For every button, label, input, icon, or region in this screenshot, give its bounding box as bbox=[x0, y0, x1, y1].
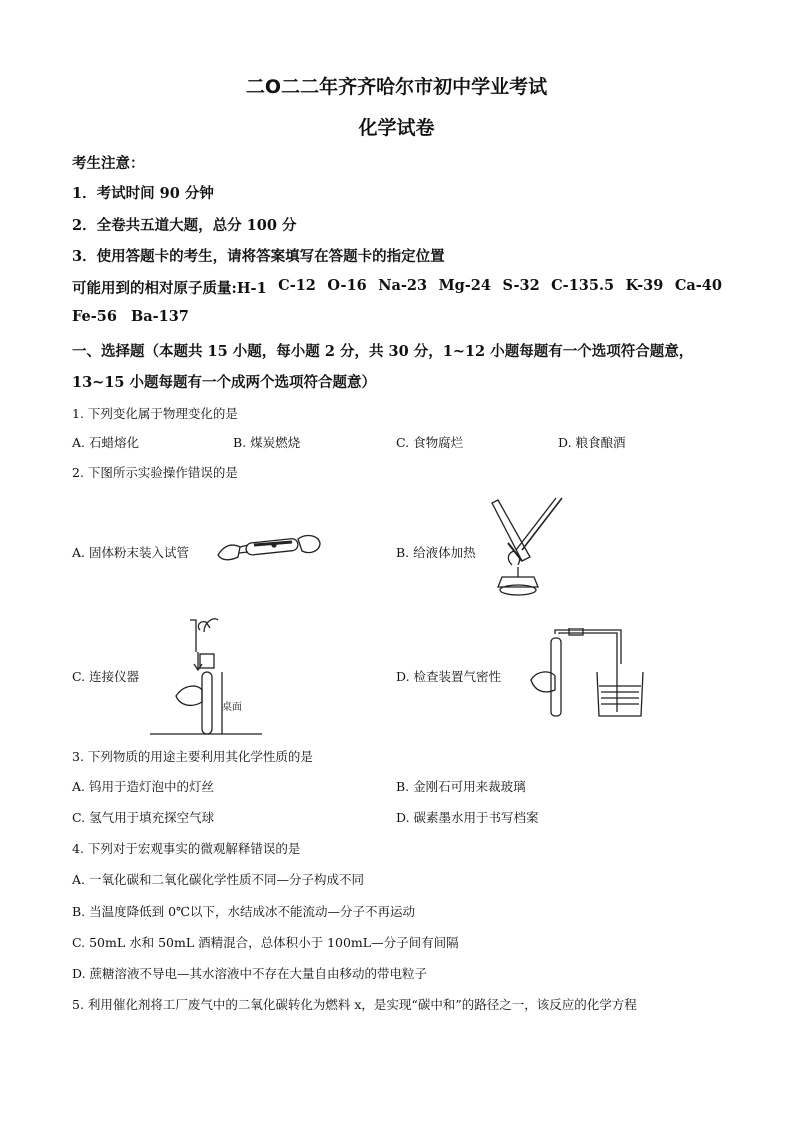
question-stem: 2. 下图所示实验操作错误的是 bbox=[72, 465, 238, 480]
atomic-mass-line bbox=[72, 277, 722, 298]
atomic-mass-line2 bbox=[72, 308, 189, 325]
question-stem: 3. 下列物质的用途主要利用其化学性质的是 bbox=[72, 749, 313, 764]
option: D. 蔗糖溶液不导电—其水溶液中不存在大量自由移动的带电粒子 bbox=[72, 966, 428, 981]
option: C. 50mL 水和 50mL 酒精混合，总体积小于 100mL—分子间有间隔 bbox=[72, 935, 459, 950]
option: C. 连接仪器 bbox=[72, 669, 140, 684]
option: A. 钨用于造灯泡中的灯丝 bbox=[72, 779, 214, 794]
section-heading: 13~15 小题每题有一个成两个选项符合题意） bbox=[72, 374, 377, 391]
option: D. 粮食酿酒 bbox=[558, 435, 626, 450]
atomic-mass-item: S-32 bbox=[502, 277, 540, 294]
connecting-instruments-figure bbox=[150, 612, 275, 737]
option: B. 当温度降低到 0℃以下，水结成冰不能流动—分子不再运动 bbox=[72, 904, 416, 919]
atomic-mass-item: C-135.5 bbox=[551, 277, 615, 294]
atomic-mass-item: K-39 bbox=[625, 277, 664, 294]
option: C. 食物腐烂 bbox=[396, 435, 464, 450]
notice-heading: 考生注意： bbox=[72, 155, 145, 172]
atomic-mass-label: 可能用到的相对原子质量: bbox=[72, 280, 237, 297]
airtightness-check-figure bbox=[525, 628, 650, 720]
notice-item: 3．使用答题卡的考生，请将答案填写在答题卡的指定位置 bbox=[72, 248, 445, 265]
option: A. 一氧化碳和二氧化碳化学性质不同—分子构成不同 bbox=[72, 872, 364, 887]
question-stem: 4. 下列对于宏观事实的微观解释错误的是 bbox=[72, 841, 301, 856]
heating-liquid-figure bbox=[478, 495, 568, 600]
notice-item: 1．考试时间 90 分钟 bbox=[72, 185, 214, 202]
powder-into-tube-figure bbox=[210, 525, 325, 570]
atomic-mass-item: Na-23 bbox=[378, 277, 428, 294]
atomic-mass-item: Ba-137 bbox=[130, 308, 189, 325]
atomic-mass-item: Fe-56 bbox=[72, 308, 117, 325]
exam-title: 二O二二年齐齐哈尔市初中学业考试 bbox=[245, 76, 548, 98]
option: B. 给液体加热 bbox=[396, 545, 476, 560]
question-stem: 1. 下列变化属于物理变化的是 bbox=[72, 406, 238, 421]
question-stem: 5. 利用催化剂将工厂废气中的二氧化碳转化为燃料 x，是实现“碳中和”的路径之一，该反应的化学方程 bbox=[72, 997, 637, 1012]
notice-item: 2．全卷共五道大题，总分 100 分 bbox=[72, 217, 297, 234]
atomic-mass-item: H-1 bbox=[236, 280, 267, 297]
option: D. 碳素墨水用于书写档案 bbox=[396, 810, 539, 825]
option: A. 石蜡熔化 bbox=[72, 435, 139, 450]
option: A. 固体粉末装入试管 bbox=[72, 545, 189, 560]
option: D. 检查装置气密性 bbox=[396, 669, 502, 684]
desk-label: 桌面 bbox=[222, 702, 242, 713]
atomic-mass-item: Ca-40 bbox=[674, 277, 722, 294]
option: B. 金刚石可用来裁玻璃 bbox=[396, 779, 526, 794]
atomic-mass-item: O-16 bbox=[327, 277, 367, 294]
exam-subtitle: 化学试卷 bbox=[358, 117, 435, 139]
atomic-mass-item: C-12 bbox=[278, 277, 316, 294]
option: C. 氢气用于填充探空气球 bbox=[72, 810, 215, 825]
section-heading: 一、选择题（本题共 15 小题，每小题 2 分，共 30 分，1~12 小题每题有一个选项符合题意， bbox=[72, 343, 694, 360]
atomic-mass-item: Mg-24 bbox=[438, 277, 491, 294]
option: B. 煤炭燃烧 bbox=[233, 435, 301, 450]
